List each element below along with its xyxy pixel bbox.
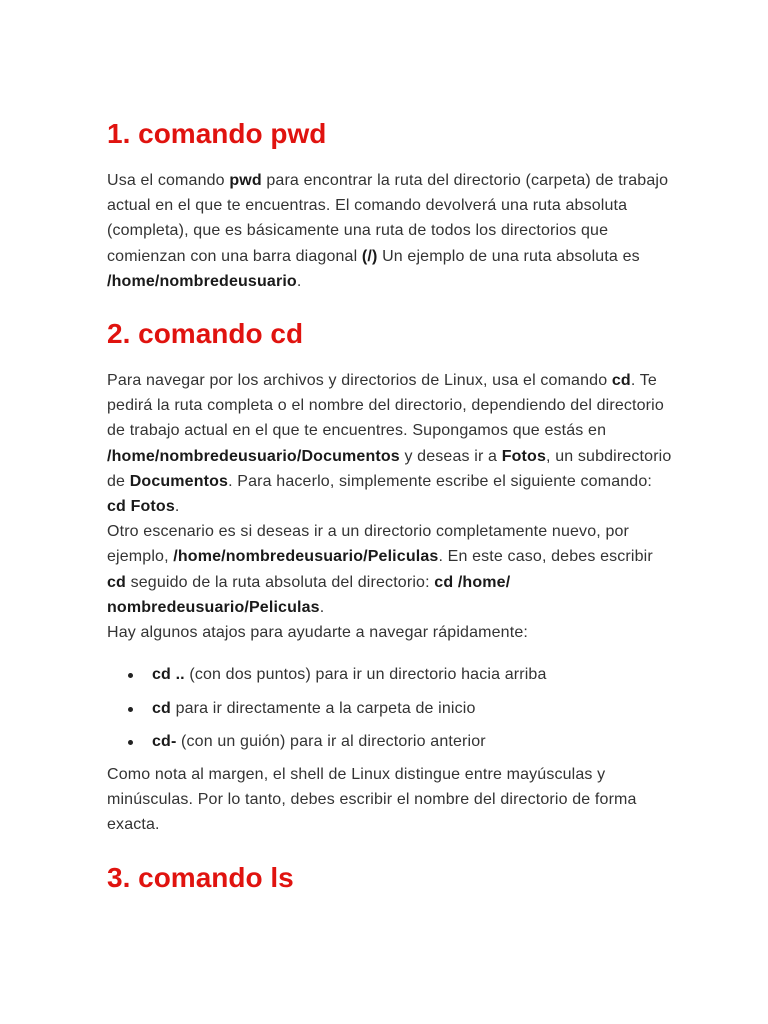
inline-path: /home/nombredeusuario/Peliculas [173, 548, 439, 566]
inline-path: Fotos [501, 447, 546, 465]
inline-command: cd Fotos [107, 498, 175, 516]
cd-paragraph [107, 368, 672, 645]
inline-command: pwd [229, 172, 262, 189]
text-run: . [174, 498, 180, 516]
text-run: Para navegar por los archivos y directorios de Linux, usa el comando [107, 372, 612, 389]
shortcut-command: cd- [152, 733, 177, 750]
section-heading-ls: 3. comando ls [107, 862, 294, 893]
bullet-icon [128, 740, 133, 745]
text-run: . En este caso, debes escribir [438, 548, 653, 566]
list-item [107, 663, 672, 697]
text-run: para encontrar la ruta del directorio (carpeta) de trabajo actual en el que te encuentras. El comando devolverá una ruta absoluta (completa), que es básicamente una ruta de todos los directorios que comienzan con una barra diagonal [107, 172, 669, 265]
list-item [107, 697, 672, 731]
section-heading-pwd: 1. comando pwd [107, 118, 327, 149]
pwd-paragraph [107, 168, 672, 294]
shortcut-description: (con un guión) para ir al directorio anterior [176, 733, 486, 750]
bullet-icon [128, 707, 133, 712]
case-sensitivity-note: Como nota al margen, el shell de Linux distingue entre mayúsculas y minúsculas. Por lo tanto, debes escribir el nombre del directorio de forma exacta. [107, 766, 637, 834]
inline-command: cd [611, 372, 631, 389]
inline-command: cd [107, 573, 126, 591]
bullet-icon [128, 673, 133, 678]
text-run: Usa el comando [107, 172, 230, 189]
list-item [107, 730, 672, 764]
text-run: , un subdirectorio de [107, 447, 672, 490]
inline-path: /home/nombredeusuario/Documentos [107, 447, 400, 465]
text-run: . Para hacerlo, simplemente escribe el siguiente comando: [228, 472, 652, 490]
section-heading-cd: 2. comando cd [107, 318, 304, 349]
inline-command: (/) [361, 247, 378, 265]
text-run: seguido de la ruta absoluta del directorio: [125, 573, 435, 591]
shortcut-command: cd .. [152, 666, 185, 683]
text-run: Un ejemplo de una ruta absoluta es [377, 247, 640, 265]
text-run: y deseas ir a [399, 447, 502, 465]
text-run: . [296, 272, 302, 290]
shortcut-description: (con dos puntos) para ir un directorio hacia arriba [184, 666, 547, 683]
text-run: Otro escenario es si deseas ir a un directorio completamente nuevo, por ejemplo, [107, 523, 630, 566]
inline-path: /home/nombredeusuario [107, 272, 297, 290]
inline-path: Documentos [129, 472, 229, 490]
inline-command: cd /home/ nombredeusuario/Peliculas [107, 573, 511, 616]
shortcut-description: para ir directamente a la carpeta de inicio [170, 699, 476, 717]
text-run: . [319, 598, 325, 616]
shortcut-list [107, 663, 672, 764]
text-run: Hay algunos atajos para ayudarte a navegar rápidamente: [107, 624, 528, 642]
text-run: . Te pedirá la ruta completa o el nombre del directorio, dependiendo del directorio de trabajo actual en el que te encuentres. Supongamos que estás en [107, 372, 664, 440]
shortcut-command: cd [152, 699, 171, 717]
